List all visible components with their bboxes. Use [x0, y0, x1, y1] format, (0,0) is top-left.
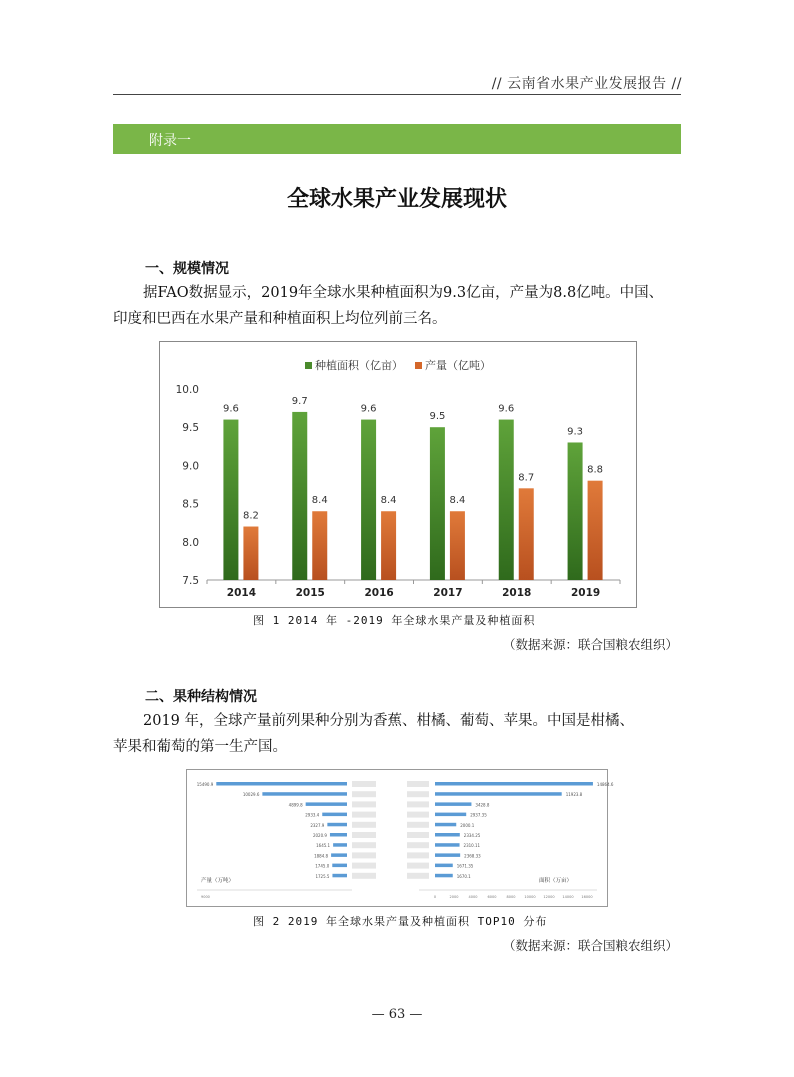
bar-label: 2310.11	[463, 843, 481, 849]
data-label: 8.4	[449, 495, 466, 507]
category-label-left	[352, 791, 376, 797]
bar-label: 4899.8	[288, 802, 303, 808]
bar-right-area	[435, 813, 466, 817]
data-label: 9.6	[498, 403, 515, 415]
bar-area	[499, 420, 514, 580]
bar-area	[361, 420, 376, 580]
category-label-right	[407, 822, 429, 828]
y-tick-label: 8.5	[182, 498, 199, 511]
paragraph-line: 印度和巴西在水果产量和种植面积上均位列前三名。	[113, 311, 447, 327]
legend-label: 产量（亿吨）	[425, 359, 491, 372]
category-label-right	[407, 832, 429, 838]
x-tick-label: 2018	[502, 587, 532, 599]
y-tick-label: 9.0	[182, 460, 199, 473]
bar-label: 2000.1	[460, 822, 475, 828]
right-tick-label: 6000	[487, 895, 497, 899]
bar-label: 2334.25	[463, 833, 481, 838]
bar-label: 11923.8	[565, 792, 583, 798]
data-label: 8.4	[380, 495, 397, 507]
bar-label: 2327.9	[310, 822, 325, 828]
page-number: — 63 —	[371, 1007, 423, 1022]
data-label: 9.3	[567, 426, 584, 438]
category-label-left	[352, 781, 376, 787]
bar-production	[519, 488, 534, 580]
category-label-right	[407, 781, 429, 787]
bar-right-area	[435, 853, 460, 857]
bar-label: 15490.9	[196, 782, 214, 787]
bar-chart-area-production	[160, 342, 636, 607]
bar-label: 1884.8	[314, 853, 329, 859]
y-tick-label: 7.5	[182, 575, 199, 587]
top10-butterfly-chart	[187, 770, 614, 906]
left-axis-label: 产量（万吨）	[201, 878, 235, 884]
bar-label: 2020.9	[312, 833, 327, 838]
figure-2-source: （数据来源：联合国粮农组织）	[502, 938, 678, 953]
section-paragraph-scale	[113, 280, 681, 332]
category-label-left	[352, 822, 376, 828]
y-tick-label: 8.0	[182, 536, 199, 549]
bar-left-production	[333, 843, 347, 847]
data-label: 9.5	[429, 411, 446, 423]
x-tick-label: 2017	[433, 587, 463, 599]
right-tick-label: 14000	[562, 895, 574, 899]
appendix-label: 附录一	[149, 133, 191, 149]
page-title: 全球水果产业发展现状	[286, 187, 507, 212]
bar-production	[312, 511, 327, 580]
bar-left-production	[216, 782, 347, 786]
category-label-left	[352, 873, 376, 879]
right-tick-label: 8000	[506, 895, 516, 899]
category-label-left	[352, 801, 376, 807]
figure-1-caption: 图 1 2014 年 -2019 年全球水果产量及种植面积	[253, 614, 536, 627]
bar-right-area	[435, 792, 562, 796]
bar-label: 2937.35	[470, 812, 487, 818]
category-label-left	[352, 842, 376, 848]
bar-left-production	[332, 874, 347, 878]
bar-production	[450, 511, 465, 580]
data-label: 8.8	[587, 464, 604, 476]
category-label-right	[407, 842, 429, 848]
bar-area	[223, 420, 238, 580]
figure-1-chart	[159, 341, 637, 608]
figure-2-chart	[186, 769, 614, 907]
x-tick-label: 2014	[226, 587, 257, 599]
figure-1-source: （数据来源：联合国粮农组织）	[502, 637, 678, 652]
category-label-right	[407, 791, 429, 797]
data-label: 9.6	[360, 403, 377, 415]
bar-right-area	[435, 802, 471, 806]
section-paragraph-structure	[113, 708, 681, 760]
bar-left-production	[331, 853, 347, 857]
bar-label: 1671.35	[456, 863, 474, 869]
category-label-left	[352, 852, 376, 858]
bar-right-area	[435, 823, 456, 827]
figure-2-caption: 图 2 2019 年全球水果产量及种植面积 TOP10 分布	[253, 915, 548, 928]
bar-label: 2368.33	[464, 853, 481, 859]
bar-right-area	[435, 833, 460, 837]
bar-right-area	[435, 874, 453, 878]
paragraph-line: 2019 年，全球产量前列果种分别为香蕉、柑橘、葡萄、苹果。中国是柑橘、	[143, 713, 635, 729]
right-axis-label: 面积（万亩）	[539, 878, 573, 884]
paragraph-line: 苹果和葡萄的第一生产国。	[113, 739, 287, 755]
category-label-right	[407, 863, 429, 869]
header-rule	[113, 94, 681, 95]
right-tick-label: 10000	[524, 895, 536, 899]
bar-left-production	[322, 813, 347, 817]
bar-area	[292, 412, 307, 580]
appendix-banner	[113, 124, 681, 154]
section-heading-structure: 二、果种结构情况	[145, 689, 257, 705]
bar-label: 1725.5	[315, 873, 330, 879]
right-tick-label: 4000	[468, 895, 478, 899]
right-tick-label: 2000	[449, 895, 459, 899]
bar-left-production	[306, 802, 347, 806]
data-label: 9.6	[222, 403, 239, 415]
category-label-right	[407, 812, 429, 818]
bar-label: 1745.0	[315, 863, 330, 869]
category-label-left	[352, 863, 376, 869]
x-tick-label: 2015	[295, 587, 325, 599]
data-label: 8.4	[311, 495, 328, 507]
right-tick-label: 16000	[581, 895, 593, 899]
bar-label: 1645.1	[316, 843, 331, 849]
data-label: 8.7	[518, 472, 535, 484]
x-tick-label: 2019	[570, 587, 601, 599]
category-label-right	[407, 873, 429, 879]
bar-left-production	[327, 823, 347, 827]
section-heading-scale: 一、规模情况	[145, 261, 229, 277]
bar-production	[243, 527, 258, 580]
category-label-right	[407, 801, 429, 807]
legend-label: 种植面积（亿亩）	[315, 359, 403, 372]
bar-right-area	[435, 864, 453, 868]
y-tick-label: 9.5	[182, 422, 199, 435]
bar-area	[430, 427, 445, 580]
bar-label: 10029.6	[242, 792, 260, 798]
y-tick-label: 10.0	[175, 384, 199, 396]
legend-swatch	[415, 362, 422, 369]
running-header: // 云南省水果产业发展报告 //	[491, 76, 682, 92]
data-label: 8.2	[242, 510, 259, 522]
bar-right-area	[435, 782, 593, 786]
category-label-right	[407, 852, 429, 858]
left-tick-label: 9000	[201, 895, 210, 899]
bar-label: 14864.6	[596, 782, 614, 787]
bar-production	[588, 481, 603, 580]
bar-label: 1670.1	[456, 873, 471, 879]
bar-area	[568, 442, 583, 580]
bar-label: 2933.4	[305, 812, 320, 818]
right-tick-label: 12000	[543, 895, 555, 899]
bar-left-production	[332, 864, 347, 868]
paragraph-line: 据FAO数据显示，2019年全球水果种植面积为9.3亿亩，产量为8.8亿吨。中国、	[143, 285, 664, 301]
bar-label: 3428.8	[475, 802, 490, 808]
x-tick-label: 2016	[364, 587, 394, 599]
bar-left-production	[330, 833, 347, 837]
category-label-left	[352, 812, 376, 818]
bar-right-area	[435, 843, 460, 847]
bar-production	[381, 511, 396, 580]
data-label: 9.7	[291, 395, 308, 407]
bar-left-production	[262, 792, 347, 796]
right-tick-label: 0	[433, 895, 437, 899]
legend-swatch	[305, 362, 312, 369]
category-label-left	[352, 832, 376, 838]
